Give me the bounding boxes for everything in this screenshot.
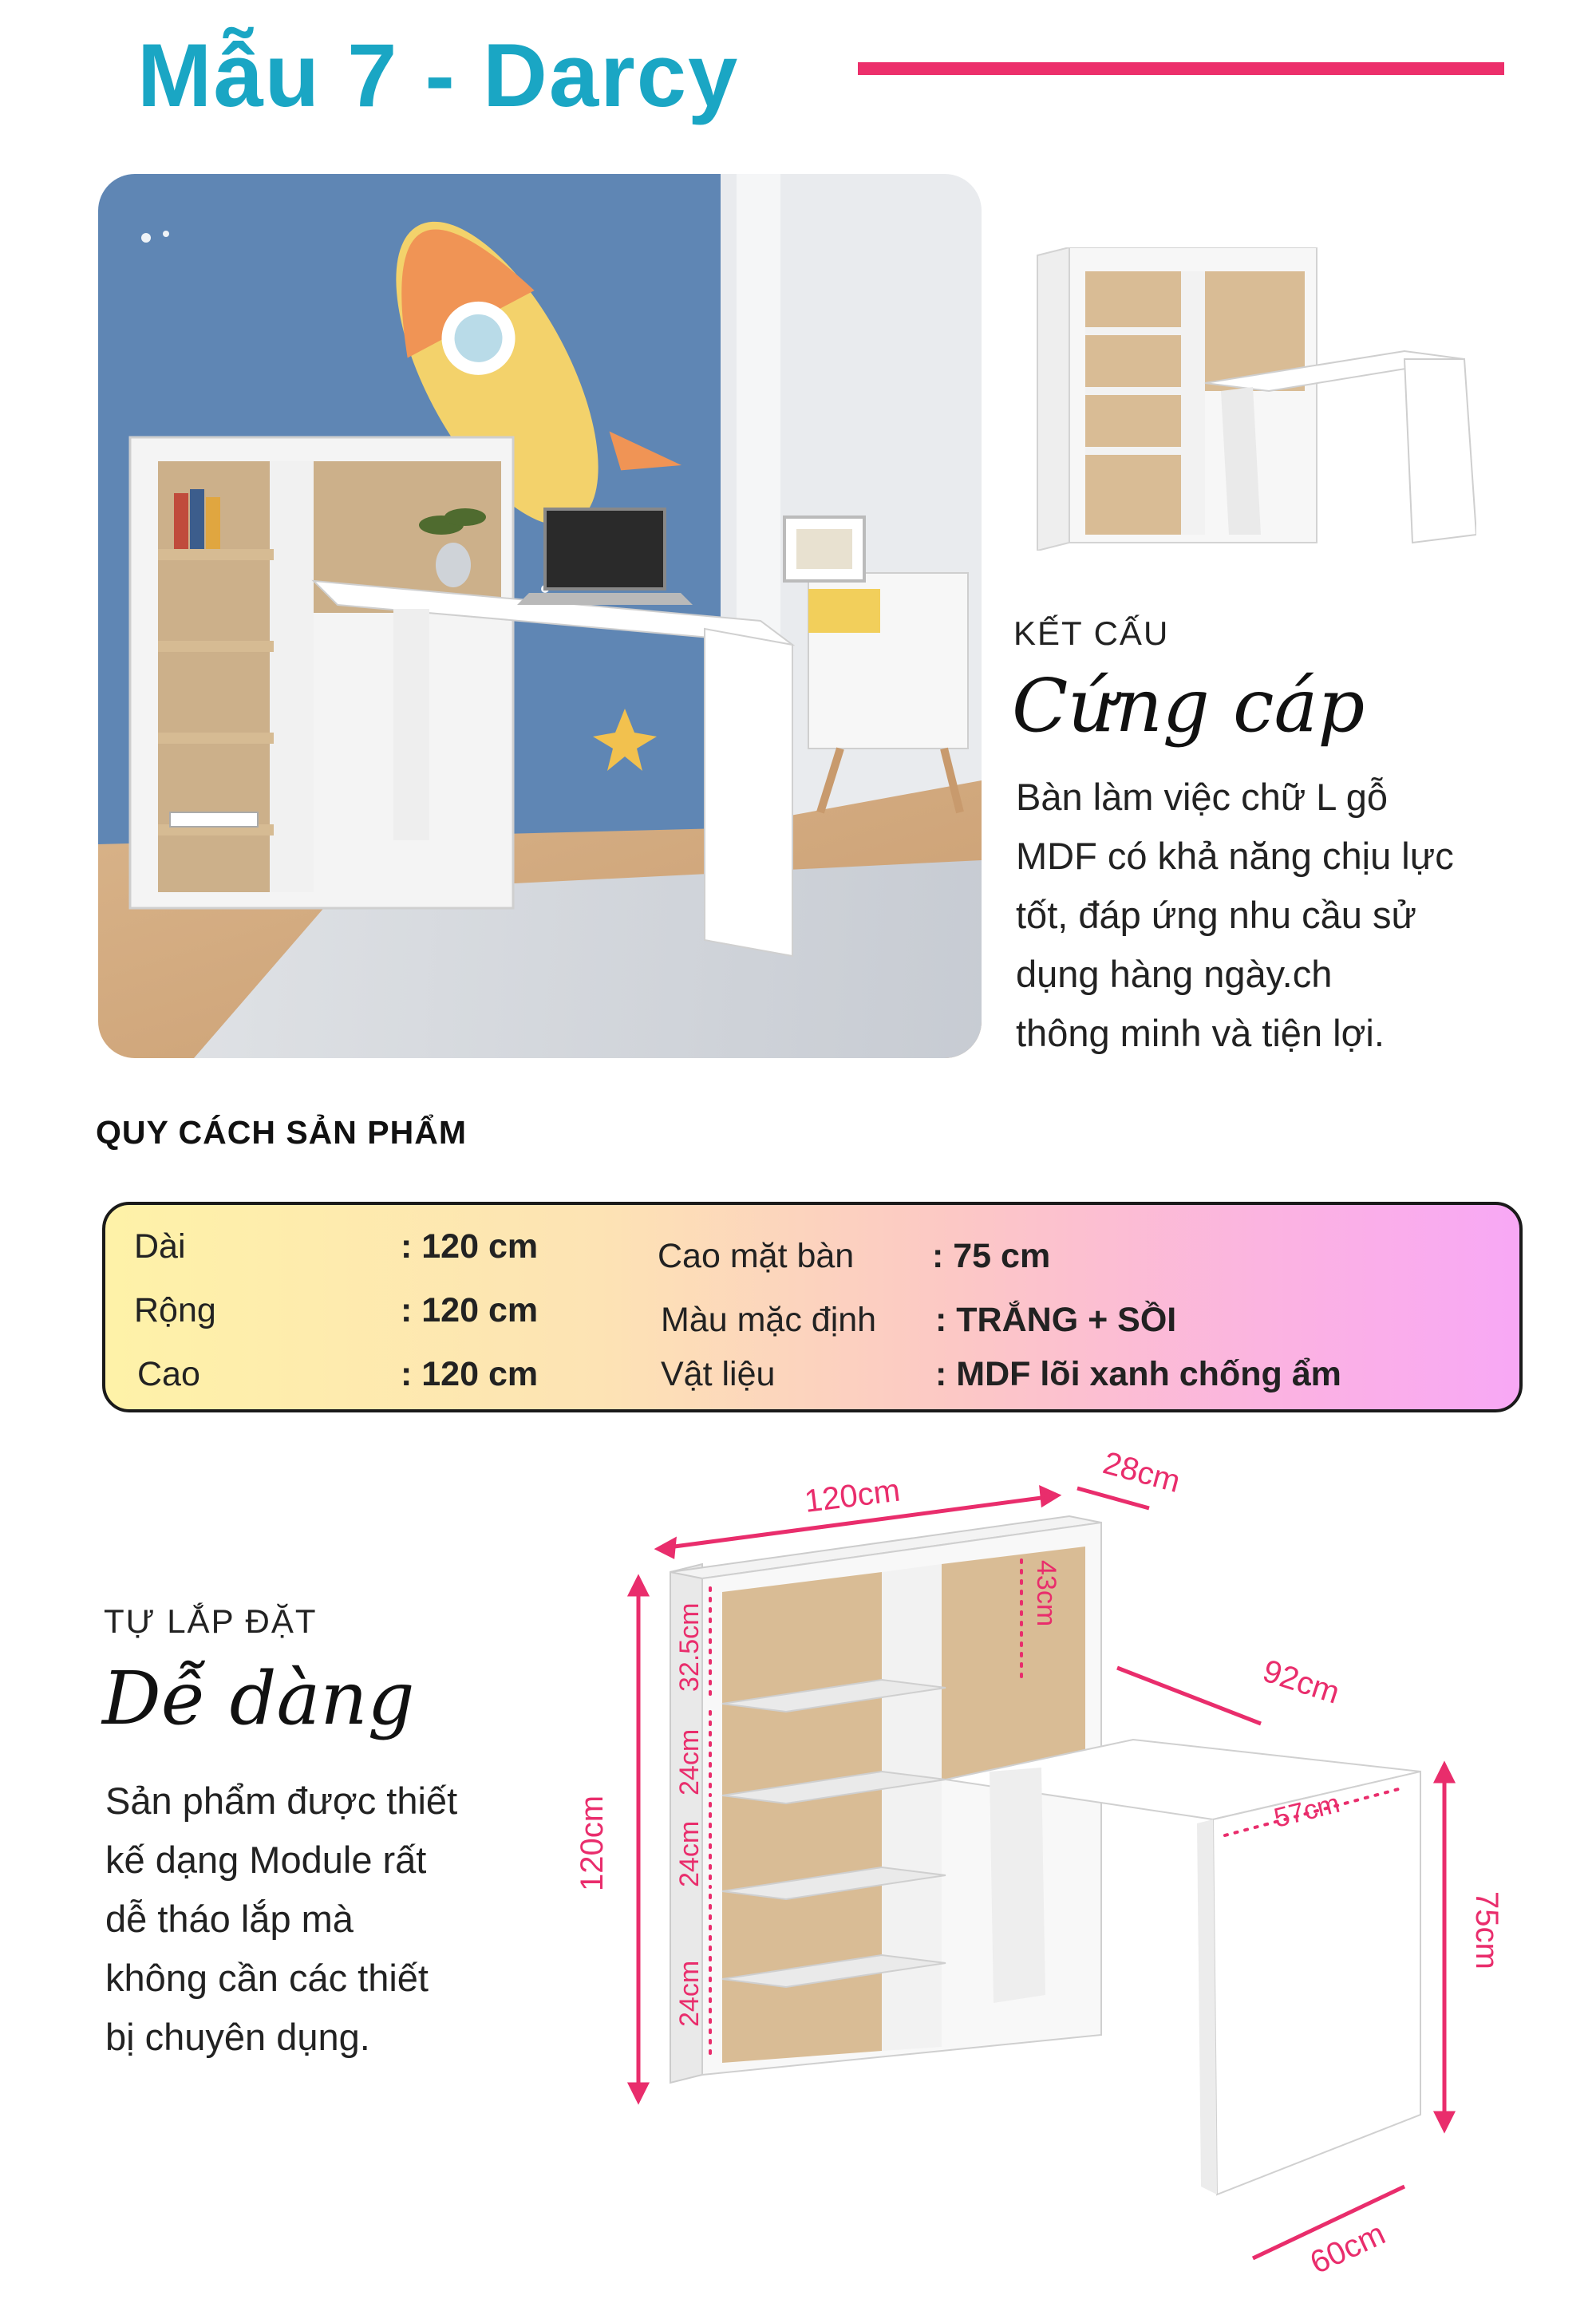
feature1-headline: Cứng cáp xyxy=(1012,663,1365,749)
spec-value-color: : TRẮNG + SỒI xyxy=(935,1301,1177,1339)
spec-label-color: Màu mặc định xyxy=(661,1301,877,1339)
spec-value-desk-height: : 75 cm xyxy=(932,1237,1051,1275)
feature1-label: KẾT CẤU xyxy=(1013,614,1170,652)
room-scene-illustration xyxy=(98,174,982,1058)
feature2-line: không cần các thiết xyxy=(105,1957,429,1999)
feature2-headline: Dễ dàng xyxy=(102,1656,415,1741)
dimension-diagram xyxy=(559,1420,1596,2306)
spec-value-width: : 120 cm xyxy=(401,1291,539,1329)
title-accent-bar xyxy=(858,62,1504,75)
spec-value-material: : MDF lõi xanh chống ẩm xyxy=(935,1355,1341,1393)
feature2-description xyxy=(105,1772,600,2067)
feature2-line: bị chuyên dụng. xyxy=(105,2016,370,2058)
feature1-line: MDF có khả năng chịu lực xyxy=(1016,835,1454,877)
spec-heading: QUY CÁCH SẢN PHẨM xyxy=(96,1114,467,1151)
spec-label-material: Vật liệu xyxy=(661,1355,776,1393)
dim-shelf-1: 32.5cm xyxy=(674,1602,705,1692)
dim-desk-length: 92cm xyxy=(1258,1653,1344,1711)
page-title: Mẫu 7 - Darcy xyxy=(137,26,740,125)
feature1-description xyxy=(1016,768,1590,1063)
dim-desk-height: 75cm xyxy=(1469,1891,1504,1969)
spec-label-width: Rộng xyxy=(134,1291,216,1329)
dim-desk-depth: 60cm xyxy=(1305,2215,1391,2281)
spec-label-length: Dài xyxy=(134,1227,186,1266)
spec-label-desk-height: Cao mặt bàn xyxy=(658,1237,855,1275)
feature2-line: Sản phẩm được thiết xyxy=(105,1780,458,1822)
dim-shelf-3: 24cm xyxy=(674,1820,705,1887)
dim-width-top: 120cm xyxy=(802,1472,903,1519)
product-thumbnail xyxy=(1029,247,1476,551)
dim-desk-inner: 57cm xyxy=(1270,1788,1343,1834)
dim-depth-top: 28cm xyxy=(1099,1445,1184,1500)
dim-upper-height: 43cm xyxy=(1031,1560,1061,1627)
spec-value-height: : 120 cm xyxy=(401,1355,539,1393)
feature1-line: thông minh và tiện lợi. xyxy=(1016,1012,1385,1054)
spec-label-height: Cao xyxy=(137,1355,200,1393)
desk-shelf-illustration xyxy=(1029,247,1476,551)
spec-table xyxy=(102,1202,1523,1412)
dim-shelf-2: 24cm xyxy=(674,1728,705,1795)
dim-height-total: 120cm xyxy=(575,1795,610,1891)
product-photo xyxy=(98,174,982,1058)
feature2-line: kế dạng Module rất xyxy=(105,1839,427,1881)
dim-shelf-4: 24cm xyxy=(674,1960,705,2027)
feature2-line: dễ tháo lắp mà xyxy=(105,1898,354,1940)
feature1-line: Bàn làm việc chữ L gỗ xyxy=(1016,776,1389,818)
spec-value-length: : 120 cm xyxy=(401,1227,539,1266)
feature1-line: tốt, đáp ứng nhu cầu sử xyxy=(1016,894,1416,936)
feature2-label: TỰ LẮP ĐẶT xyxy=(104,1602,318,1640)
feature1-line: dụng hàng ngày.ch xyxy=(1016,953,1333,995)
